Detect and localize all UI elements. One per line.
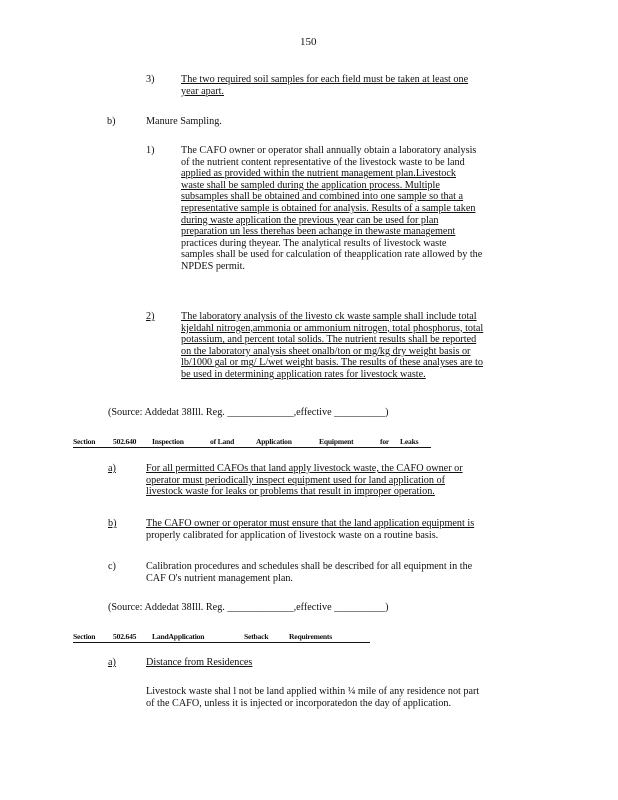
item-1-line: practices during theyear. The analytical results of livestock waste (181, 237, 447, 249)
item-c-number: c) (108, 561, 116, 572)
item-2-text (181, 311, 538, 381)
item-a-number: a) (108, 463, 116, 474)
section-title-word: Leaks (400, 437, 419, 446)
item-1-line: during waste application the previous year can be used for plan (181, 214, 439, 226)
item-b-text (146, 518, 534, 541)
section-title-word: Inspection (152, 437, 184, 446)
item-1-line: The CAFO owner or operator shall annually obtain a laboratory analysis (181, 145, 477, 156)
item-a-line: operator must periodically inspect equipment used for land application of (146, 474, 446, 486)
item-1-line: preparation un less therehas been achange in thewaste management (181, 226, 456, 238)
item-3-line: year apart. (181, 85, 224, 97)
item-2-line: The laboratory analysis of the livesto ck waste sample shall include total (181, 311, 477, 322)
item-b-line: The CAFO owner or operator must ensure that the land application equipment is (146, 518, 475, 529)
item-1-line: samples shall be used for calculation of theapplication rate allowed by the (181, 249, 483, 261)
item-1-text (181, 145, 536, 273)
section-title-word: Application (256, 437, 292, 446)
section-title-word: Requirements (289, 632, 333, 641)
item-a-number: a) (108, 657, 116, 668)
section-number: 502.640 (113, 437, 137, 446)
body-line: of the CAFO, unless it is injected or incorporatedon the day of application. (146, 697, 451, 709)
section-underline (73, 447, 431, 448)
item-2-line: lb/1000 gal or mg/ L/wet weight basis. The results of these analyses are to (181, 357, 483, 369)
item-3-number: 3) (146, 74, 155, 85)
body-line: Livestock waste shal l not be land applied within ¼ mile of any residence not part (146, 686, 480, 697)
item-1-line: representative sample is obtained for analysis. Results of a sample taken (181, 202, 476, 214)
source-note: (Source: Addedat 38Ill. Reg. _____________,effective __________) (108, 602, 389, 613)
item-2-line: potassium, and percent total solids. The nutrient results shall be reported (181, 334, 477, 346)
item-3-line: The two required soil samples for each field must be taken at least one (181, 74, 469, 85)
section-title-word: Equipment (319, 437, 354, 446)
item-2-line: on the laboratory analysis sheet onalb/ton or mg/kg dry weight basis or (181, 345, 471, 357)
residence-setback-text (146, 686, 534, 709)
item-a-line: livestock waste for leaks or problems that result in improper operation. (146, 486, 435, 498)
item-2-line: be used in determining application rates for livestock waste. (181, 368, 426, 380)
item-1-line: of the nutrient content representative of the livestock waste to be land (181, 156, 465, 168)
subsection-b-title: Manure Sampling. (146, 116, 222, 127)
item-b-line: properly calibrated for application of livestock waste on a routine basis. (146, 529, 439, 541)
item-1-line: waste shall be sampled during the application process. Multiple (181, 179, 440, 191)
item-a-line: For all permitted CAFOs that land apply livestock waste, the CAFO owner or (146, 463, 463, 474)
page-number: 150 (300, 36, 317, 48)
item-a-text (146, 463, 521, 498)
item-2-number: 2) (146, 311, 155, 322)
section-title-word: LandApplication (152, 632, 205, 641)
item-c-line: CAF O's nutrient management plan. (146, 572, 293, 584)
item-c-line: Calibration procedures and schedules shall be described for all equipment in the (146, 561, 473, 572)
section-title-word: of Land (210, 437, 235, 446)
source-note: (Source: Addedat 38Ill. Reg. _____________,effective __________) (108, 407, 389, 418)
section-number: 502.645 (113, 632, 137, 641)
subsection-b-label: b) (107, 116, 116, 127)
section-title-word: Setback (244, 632, 269, 641)
item-2-line: kjeldahl nitrogen,ammonia or ammonium nitrogen, total phosphorus, total (181, 322, 484, 334)
item-3-text (181, 74, 521, 97)
section-label: Section (73, 632, 96, 641)
item-1-line: NPDES permit. (181, 260, 245, 272)
item-1-line: subsamples shall be obtained and combined into one sample so that a (181, 191, 464, 203)
item-1-number: 1) (146, 145, 155, 156)
section-title-word: for (380, 437, 390, 446)
item-c-text (146, 561, 530, 584)
item-1-line: applied as provided within the nutrient management plan.Livestock (181, 168, 456, 180)
item-a-title: Distance from Residences (146, 657, 253, 668)
section-label: Section (73, 437, 96, 446)
section-underline (73, 642, 370, 643)
item-b-number: b) (108, 518, 117, 529)
